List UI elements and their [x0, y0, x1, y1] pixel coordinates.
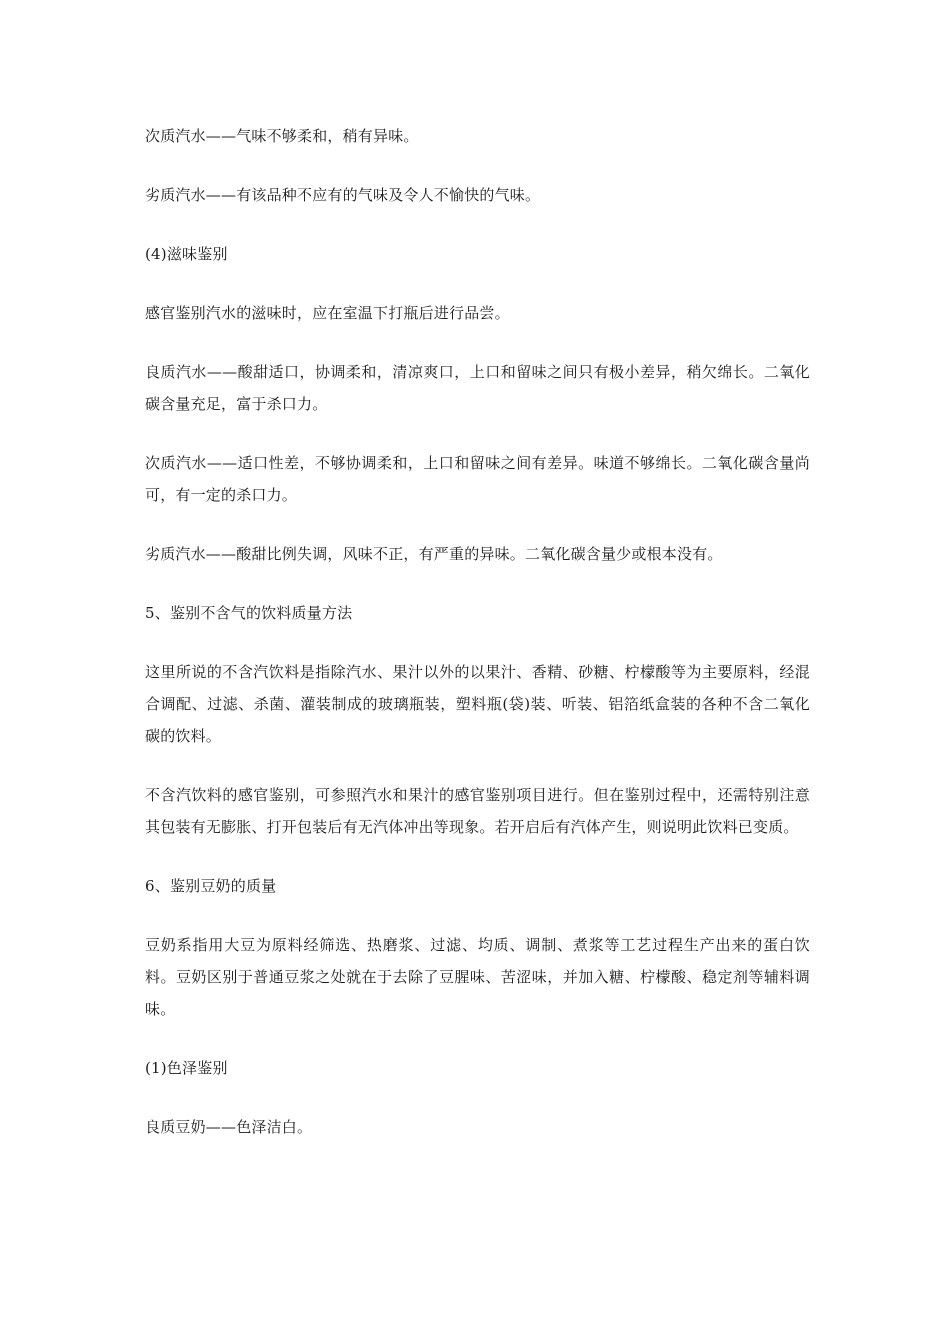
section-heading: 5、鉴别不含气的饮料质量方法 — [145, 604, 353, 622]
section-heading: (4)滋味鉴别 — [145, 245, 228, 263]
section-heading: (1)色泽鉴别 — [145, 1059, 228, 1077]
paragraph: 不含汽饮料的感官鉴别，可参照汽水和果汁的感官鉴别项目进行。但在鉴别过程中，还需特别注意其包装有无膨胀、打开包装后有无汽体冲出等现象。若开启后有汽体产生，则说明此饮料已变质。 — [145, 786, 810, 836]
document-body — [145, 120, 810, 1170]
paragraph: 次质汽水——气味不够柔和，稍有异味。 — [145, 127, 419, 145]
paragraph: 劣质汽水——有该品种不应有的气味及令人不愉快的气味。 — [145, 186, 541, 204]
paragraph: 豆奶系指用大豆为原料经筛选、热磨浆、过滤、均质、调制、煮浆等工艺过程生产出来的蛋白饮料。豆奶区别于普通豆浆之处就在于去除了豆腥味、苦涩味，并加入糖、柠檬酸、稳定剂等辅料调味。 — [145, 936, 810, 1018]
paragraph: 这里所说的不含汽饮料是指除汽水、果汁以外的以果汁、香精、砂糖、柠檬酸等为主要原料，经混合调配、过滤、杀菌、灌装制成的玻璃瓶装，塑料瓶(袋)装、听装、铝箔纸盒装的各种不含二氧化碳的饮料。 — [145, 663, 810, 745]
paragraph: 感官鉴别汽水的滋味时，应在室温下打瓶后进行品尝。 — [145, 304, 510, 322]
section-heading: 6、鉴别豆奶的质量 — [145, 877, 277, 895]
paragraph: 次质汽水——适口性差，不够协调柔和，上口和留味之间有差异。味道不够绵长。二氧化碳含量尚可，有一定的杀口力。 — [145, 454, 810, 504]
paragraph: 良质豆奶——色泽洁白。 — [145, 1118, 313, 1136]
paragraph: 劣质汽水——酸甜比例失调，风味不正，有严重的异味。二氧化碳含量少或根本没有。 — [145, 545, 723, 563]
paragraph: 良质汽水——酸甜适口，协调柔和，清凉爽口，上口和留味之间只有极小差异，稍欠绵长。二氧化碳含量充足，富于杀口力。 — [145, 363, 810, 413]
